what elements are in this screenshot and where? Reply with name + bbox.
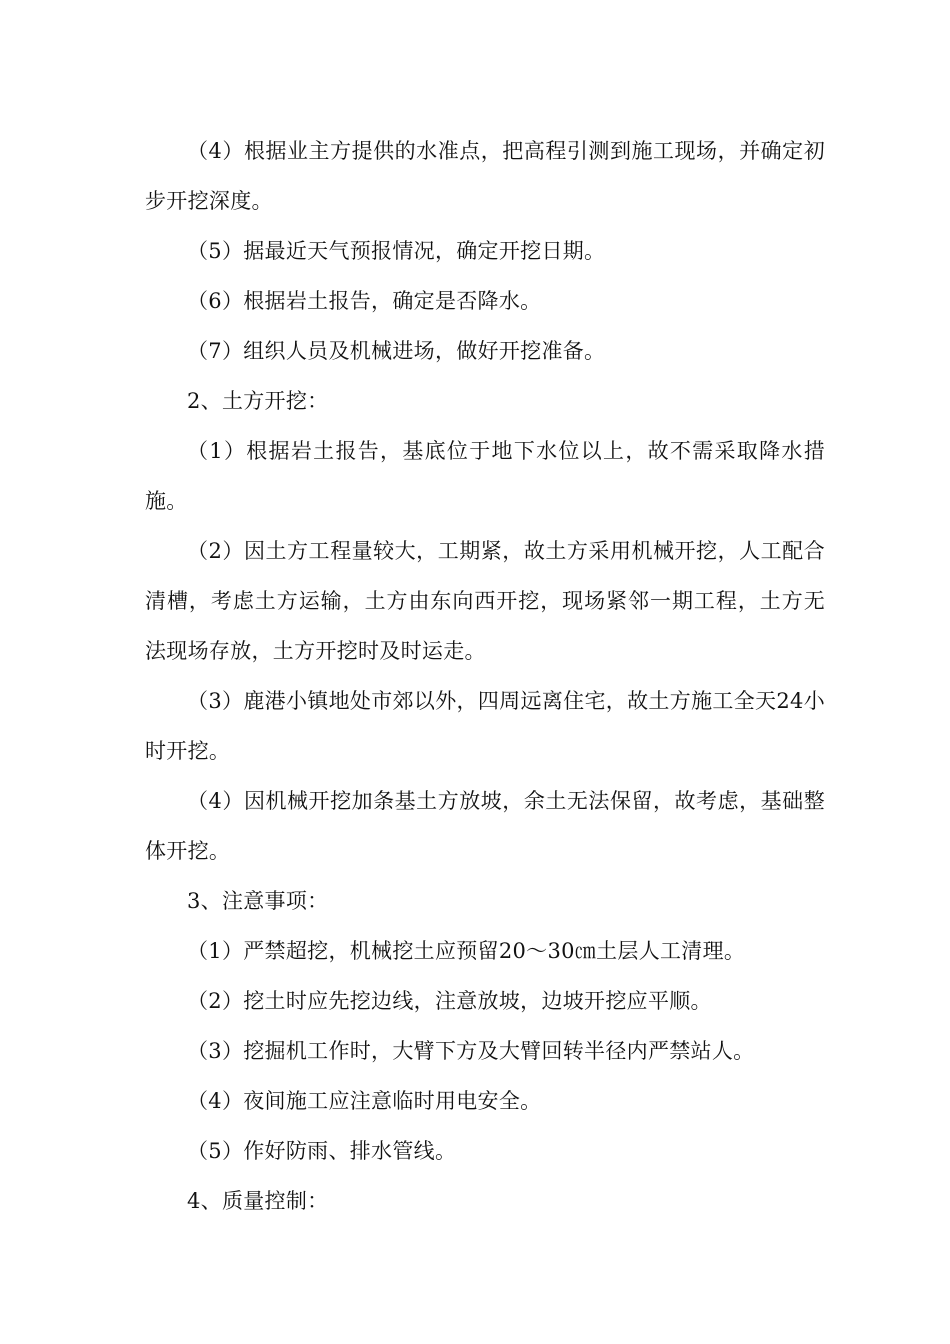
paragraph-excavation-2: （2）因土方工程量较大，工期紧，故土方采用机械开挖，人工配合清槽，考虑土方运输，土方由东向西开挖，现场紧邻一期工程，土方无法现场存放，土方开挖时及时运走。 [145, 539, 825, 663]
paragraph-prep-5: （5）据最近天气预报情况，确定开挖日期。 [187, 239, 606, 263]
paragraph-precaution-1: （1）严禁超挖，机械挖土应预留20～30㎝土层人工清理。 [187, 939, 746, 963]
paragraph-prep-6: （6）根据岩土报告，确定是否降水。 [187, 289, 542, 313]
section-heading-excavation: 2、土方开挖： [187, 389, 329, 413]
section-heading-quality-control: 4、质量控制： [187, 1189, 329, 1213]
paragraph-precaution-4: （4）夜间施工应注意临时用电安全。 [187, 1089, 542, 1113]
paragraph-prep-4: （4）根据业主方提供的水准点，把高程引测到施工现场，并确定初步开挖深度。 [145, 139, 825, 213]
section-heading-precautions: 3、注意事项： [187, 889, 329, 913]
paragraph-excavation-3: （3）鹿港小镇地处市郊以外，四周远离住宅，故土方施工全天24小时开挖。 [145, 689, 825, 763]
paragraph-prep-7: （7）组织人员及机械进场，做好开挖准备。 [187, 339, 606, 363]
paragraph-precaution-3: （3）挖掘机工作时，大臂下方及大臂回转半径内严禁站人。 [187, 1039, 755, 1063]
document-body [145, 126, 825, 1226]
paragraph-precaution-2: （2）挖土时应先挖边线，注意放坡，边坡开挖应平顺。 [187, 989, 712, 1013]
paragraph-precaution-5: （5）作好防雨、排水管线。 [187, 1139, 457, 1163]
paragraph-excavation-1: （1）根据岩土报告，基底位于地下水位以上，故不需采取降水措施。 [145, 439, 825, 513]
paragraph-excavation-4: （4）因机械开挖加条基土方放坡，余土无法保留，故考虑，基础整体开挖。 [145, 789, 825, 863]
